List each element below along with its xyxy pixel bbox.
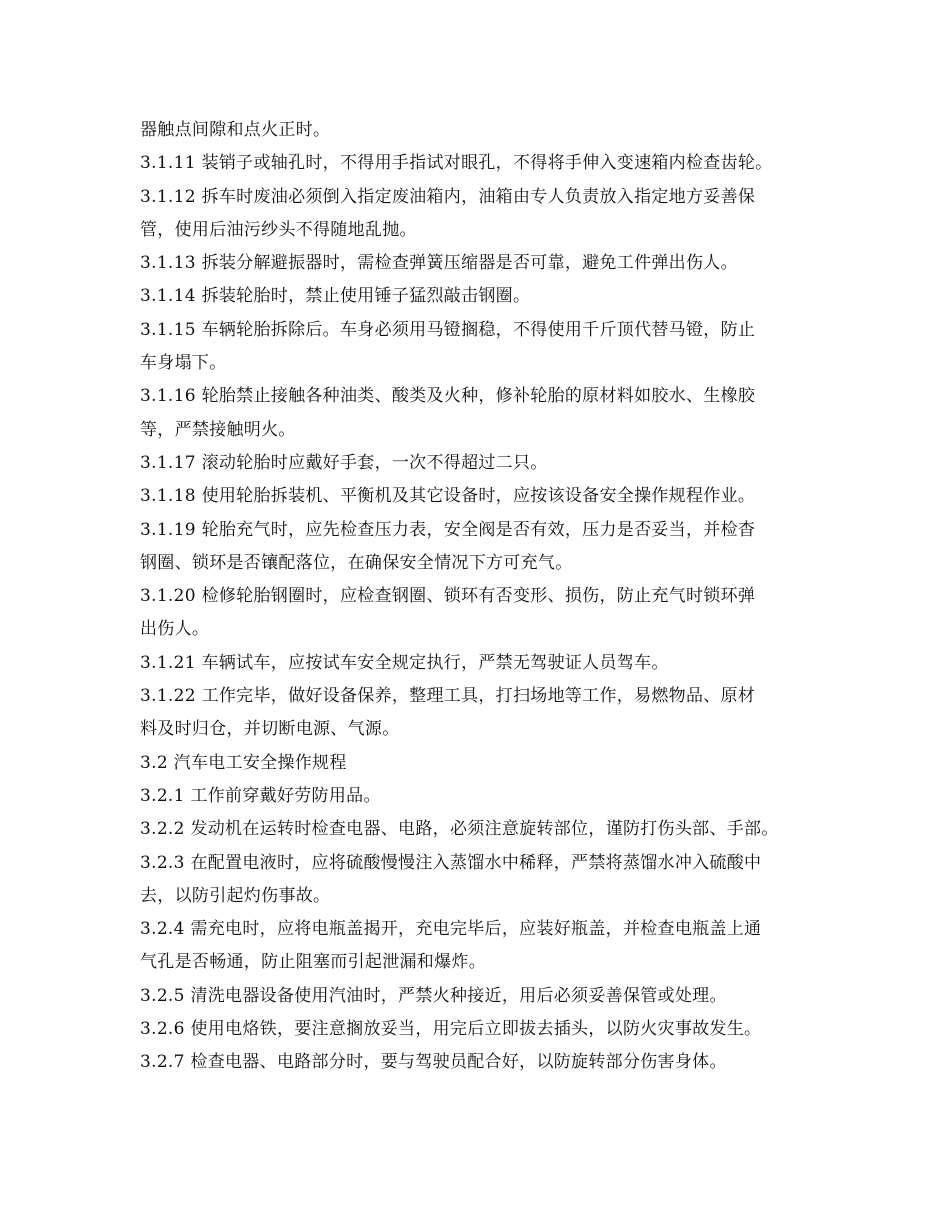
text-line: 3.1.21 车辆试车，应按试车安全规定执行，严禁无驾驶证人员驾车。 <box>140 652 669 673</box>
text-line: 3.2.4 需充电时，应将电瓶盖揭开，充电完毕后，应装好瓶盖，并检查电瓶盖上通 <box>140 919 762 940</box>
text-line: 3.1.16 轮胎禁止接触各种油类、酸类及火种，修补轮胎的原材料如胶水、生橡胶 <box>140 386 756 407</box>
section-heading: 3.2 汽车电工安全操作规程 <box>140 752 347 773</box>
text-line: 车身塌下。 <box>140 353 227 374</box>
document-body <box>140 114 830 1080</box>
text-line: 3.2.6 使用电烙铁，要注意搁放妥当，用完后立即拔去插头，以防火灾事故发生。 <box>140 1019 762 1040</box>
text-line: 3.1.20 检修轮胎钢圈时，应检查钢圈、锁环有否变形、损伤，防止充气时锁环弹 <box>140 586 756 607</box>
text-line: 气孔是否畅通，防止阻塞而引起泄漏和爆炸。 <box>140 952 486 973</box>
text-line: 3.1.11 装销子或轴孔时，不得用手指试对眼孔，不得将手伸入变速箱内检查齿轮。 <box>140 153 773 174</box>
text-line: 去，以防引起灼伤事故。 <box>140 885 331 906</box>
text-line: 3.1.18 使用轮胎拆装机、平衡机及其它设备时，应按该设备安全操作规程作业。 <box>140 486 756 507</box>
text-line: 3.2.7 检查电器、电路部分时，要与驾驶员配合好，以防旋转部分伤害身体。 <box>140 1052 727 1073</box>
text-line: 管，使用后油污纱头不得随地乱抛。 <box>140 219 417 240</box>
text-line: 3.1.15 车辆轮胎拆除后。车身必须用马镫搁稳，不得使用千斤顶代替马镫，防止 <box>140 319 756 340</box>
text-line: 钢圈、锁环是否镶配落位，在确保安全情况下方可充气。 <box>140 552 573 573</box>
text-line: 器触点间隙和点火正时。 <box>140 120 331 140</box>
text-line: 3.1.14 拆装轮胎时，禁止使用锤子猛烈敲击钢圈。 <box>140 286 531 307</box>
text-line: 3.2.2 发动机在运转时检查电器、电路，必须注意旋转部位，谨防打伤头部、手部。 <box>140 819 779 840</box>
text-line: 料及时归仓，并切断电源、气源。 <box>140 719 400 740</box>
text-line: 出伤人。 <box>140 619 210 640</box>
text-line: 等，严禁接触明火。 <box>140 419 296 440</box>
text-line: 3.2.1 工作前穿戴好劳防用品。 <box>140 785 381 806</box>
text-line: 3.2.5 清洗电器设备使用汽油时，严禁火种接近，用后必须妥善保管或处理。 <box>140 985 727 1006</box>
text-line: 3.1.13 拆装分解避振器时，需检查弹簧压缩器是否可靠，避免工件弹出伤人。 <box>140 253 738 274</box>
text-line: 3.1.17 滚动轮胎时应戴好手套，一次不得超过二只。 <box>140 452 548 473</box>
text-line: 3.1.19 轮胎充气时，应先检查压力表，安全阀是否有效，压力是否妥当，并检杳 <box>140 519 756 540</box>
text-line: 3.1.12 拆车时废油必须倒入指定废油箱内，油箱由专人负责放入指定地方妥善保 <box>140 186 756 207</box>
text-line: 3.1.22 工作完毕，做好设备保养，整理工具，打扫场地等工作，易燃物品、原材 <box>140 686 756 707</box>
text-line: 3.2.3 在配置电液时，应将硫酸慢慢注入蒸馏水中稀释，严禁将蒸馏水冲入硫酸中 <box>140 852 762 873</box>
